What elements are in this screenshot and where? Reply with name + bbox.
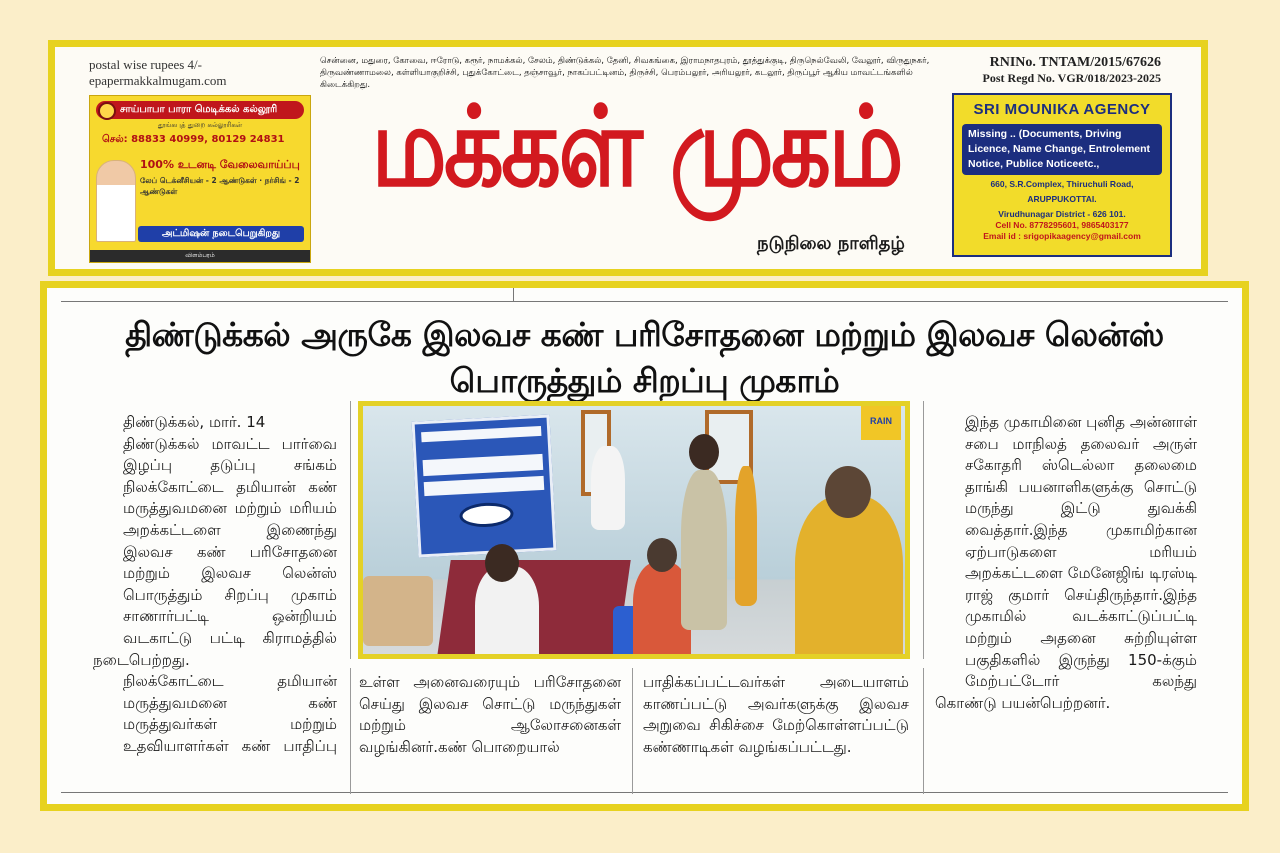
agency-services: Missing .. (Documents, Driving Licence, Name Change, Entrolement Notice, Publice Noticeetc., bbox=[962, 124, 1162, 175]
camp-banner bbox=[412, 414, 557, 557]
elderly-woman-figure bbox=[795, 496, 903, 659]
admission-banner: அட்மிஷன் நடைபெறுகிறது bbox=[138, 226, 304, 242]
headline-line-1: திண்டுக்கல் அருகே இலவச கண் பரிசோதனை மற்றும் இலவச லென்ஸ் bbox=[125, 315, 1164, 354]
article-column-3 bbox=[643, 672, 909, 758]
article-column-1 bbox=[93, 412, 337, 758]
article-paragraph: நிலக்கோட்டை தமியான் மருத்துவமனை கண் மருத்துவர்கள் மற்றும் உதவியாளர்கள் கண் பாதிப்பு bbox=[123, 672, 337, 755]
article-dateline: திண்டுக்கல், மார். 14 bbox=[123, 413, 266, 431]
college-logo-icon bbox=[98, 102, 116, 120]
article-paragraph: பாதிக்கப்பட்டவர்கள் அடையாளம் காணப்பட்டு அவர்களுக்கு இலவச அறுவை சிகிச்சை மேற்கொள்ளப்பட்டு bbox=[643, 673, 909, 735]
agency-email: Email id : srigopikaagency@gmail.com bbox=[983, 231, 1141, 241]
job-offer bbox=[140, 158, 306, 197]
college-advertisement bbox=[89, 95, 311, 263]
column-tick bbox=[513, 288, 514, 301]
college-title bbox=[96, 101, 304, 119]
rain-sign: RAIN bbox=[861, 406, 901, 440]
college-subtitle: தூங்கபுத் துறை கல்லூரிகள் bbox=[157, 121, 243, 129]
post-regd-number: Post Regd No. VGR/018/2023-2025 bbox=[982, 71, 1161, 85]
newspaper-title: மக்கள் முகம் bbox=[371, 83, 901, 212]
article-paragraph: இந்த முகாமினை புனித அன்னாள் சபை மாநிலத் தலைவர் அருள் சகோதரி ஸ்டெல்லா தலைமை தாங்கி பயனாளிகளுக்கு சொட்டு மருந்து இட்டு துவக்கி வைத்தார்.இந்த முகாமிற்கான ஏற்பாடுகளை மரியம் அறக்கட்டளை மேனேஜிங் டிரஸ்டி ராஜ் குமார் செய்திருந்தார்.இந்த முகாமில் வடக்காட்டுப்பட்டி மற்றும் அதனை சுற்றியுள்ள பகுதிகளில் இருந்து 150-க்கும் மேற்பட்டோர் கலந்து bbox=[965, 413, 1197, 691]
postal-line: postal wise rupees 4/- bbox=[89, 57, 203, 72]
agency-address-1: 660, S.R.Complex, Thiruchuli Road, bbox=[990, 179, 1134, 189]
ad-footer: விளம்பரம் bbox=[90, 250, 310, 262]
college-name: சாய்பாபா பாரா மெடிக்கல் கல்லூரி bbox=[120, 104, 278, 115]
article-paragraph: திண்டுக்கல் மாவட்ட பார்வை இழப்பு தடுப்பு சங்கம் நிலக்கோட்டை தமியான் கண் மருத்துவமனை மற்றும் மரியம் அறக்கட்டளை இணைந்து இலவச கண் பரிசோதனை மற்றும் இலவச லென்ஸ் பொருத்தும் சிறப்பு முகாம் சாணார்பட்டி ஒன்றியம் வடகாட்டு பட்டி கிராமத்தில் bbox=[123, 434, 337, 647]
column-rule bbox=[350, 401, 351, 659]
column-rule bbox=[923, 401, 924, 659]
article-column-4 bbox=[935, 412, 1197, 714]
district-list: சென்னை, மதுரை, கோவை, ஈரோடு, கரூர், நாமக்கல், சேலம், திண்டுக்கல், தேனி, சிவகங்கை, இராமநாதபுரம், தூத்துக்குடி, திருநெல்வேலி, வேலூர், விருதுநகர், திருவண்ணாமலை, கள்ளியாகுறிச்சி, புதுக்கோட்டை, தஞ்சாவூர், நாகப்பட்டினம், திருச்சி, பெரம்பலூர், அரியலூர், கடலூர், திருப்பூர் ஆகிய மாவட்டங்களில் கிடைக்கிறது. bbox=[320, 56, 930, 90]
article-paragraph-end: வழங்கினர்.கண் பொறையால் bbox=[359, 737, 560, 756]
newspaper-masthead bbox=[48, 40, 1208, 276]
chair bbox=[363, 576, 433, 646]
article-paragraph-end: நடைபெற்றது. bbox=[93, 650, 190, 669]
news-article bbox=[40, 281, 1249, 811]
nun-figure bbox=[591, 446, 625, 530]
article-paragraph-end: கண்ணாடிகள் வழங்கப்பட்டது. bbox=[643, 737, 852, 756]
article-paragraph: உள்ள அனைவரையும் பரிசோதனை செய்து இலவச சொட்டு மருந்துகள் மற்றும் ஆலோசனைகள் bbox=[359, 673, 621, 735]
course-list: லேப் டெக்னீசியன் - 2 ஆண்டுகள் · நர்சிங் - 2 ஆண்டுகள் bbox=[140, 176, 300, 196]
agency-name: SRI MOUNIKA AGENCY bbox=[973, 101, 1151, 118]
eye-camp-photo bbox=[358, 401, 910, 659]
article-column-2 bbox=[359, 672, 621, 758]
headline-line-2: பொருத்தும் சிறப்பு முகாம் bbox=[449, 361, 840, 400]
bottom-rule bbox=[61, 792, 1228, 793]
column-rule bbox=[350, 668, 351, 794]
postal-info bbox=[89, 57, 227, 89]
agency-phone: Cell No. 8778295601, 9865403177 bbox=[995, 220, 1129, 230]
column-rule bbox=[923, 668, 924, 794]
column-rule bbox=[632, 668, 633, 794]
eye-icon bbox=[459, 502, 514, 529]
agency-address-3: Virudhunagar District - 626 101. bbox=[998, 209, 1126, 219]
article-headline bbox=[47, 312, 1242, 404]
agency-address-2: ARUPPUKOTTAI. bbox=[1027, 194, 1097, 204]
article-paragraph-end: கொண்டு பயன்பெற்றனர். bbox=[935, 693, 1111, 712]
woman-figure bbox=[735, 466, 757, 606]
agency-advertisement bbox=[952, 93, 1172, 257]
job-guarantee: 100% உடனடி வேலைவாய்ப்பு bbox=[140, 158, 300, 171]
newspaper-tagline: நடுநிலை நாளிதழ் bbox=[757, 233, 905, 254]
man-figure bbox=[681, 470, 727, 630]
website-line: epapermakkalmugam.com bbox=[89, 73, 227, 88]
top-rule bbox=[61, 301, 1228, 302]
registration-info bbox=[983, 55, 1161, 86]
college-phone: செல்: 88833 40999, 80129 24831 bbox=[102, 134, 285, 145]
nurse-photo bbox=[96, 160, 136, 242]
rni-number: RNINo. TNTAM/2015/67626 bbox=[989, 55, 1161, 70]
